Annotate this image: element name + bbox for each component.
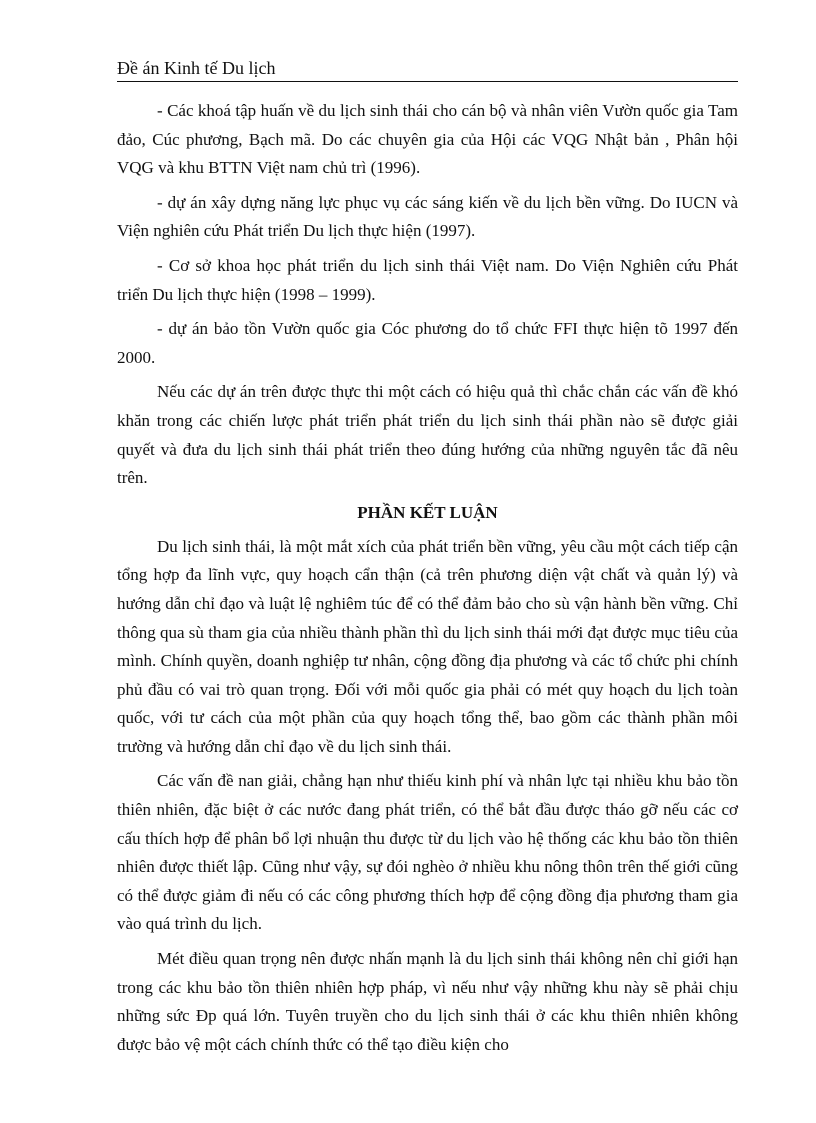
paragraph: Các vấn đề nan giải, chẳng hạn như thiếu kinh phí và nhân lực tại nhiều khu bảo tồn thiên nhiên, đặc biệt ở các nước đang phát triển, có thể bắt đầu được tháo gỡ nếu các cơ cấu thích hợp để phân bổ lợi nhuận thu được từ du lịch vào hệ thống các khu bảo tồn thiên nhiên được thiết lập. Cũng như vậy, sự đói nghèo ở nhiều khu nông thôn trên thế giới cũng có thể được giảm đi nếu có các công phương thích hợp để cộng đồng địa phương tham gia vào quá trình du lịch.	[117, 771, 738, 934]
paragraph: Du lịch sinh thái, là một mắt xích của phát triển bền vững, yêu cầu một cách tiếp cận tổng hợp đa lĩnh vực, quy hoạch cẩn thận (cả trên phương diện vật chất và quản lý) và hướng dẫn chỉ đạo và luật lệ nghiêm túc để có thể đảm bảo cho sù vận hành bền vững. Chỉ thông qua sù tham gia của nhiều thành phần thì du lịch sinh thái mới đạt được mục tiêu của mình. Chính quyền, doanh nghiệp tư nhân, cộng đồng địa phương và các tổ chức phi chính phủ đầu có vai trò quan trọng. Đối với mỗi quốc gia phải có mét quy hoạch du lịch toàn quốc, với tư cách của một phần của quy hoạch tổng thể, bao gồm các thành phần môi trường và hướng dẫn chỉ đạo về du lịch sinh thái.	[117, 536, 738, 756]
document-body	[117, 97, 738, 1065]
section-heading: PHẦN KẾT LUẬN	[357, 502, 498, 522]
paragraph: - Cơ sở khoa học phát triển du lịch sinh thái Việt nam. Do Viện Nghiên cứu Phát triển Du lịch thực hiện (1998 – 1999).	[117, 255, 738, 304]
page-header	[117, 56, 738, 82]
paragraph: Nếu các dự án trên được thực thi một cách có hiệu quả thì chắc chắn các vấn đề khó khăn trong các chiến lược phát triển phát triển du lịch sinh thái phần nào sẽ được giải quyết và đưa du lịch sinh thái phát triển theo đúng hướng của những nguyên tắc đã nêu trên.	[117, 382, 738, 488]
paragraph: - Các khoá tập huấn về du lịch sinh thái cho cán bộ và nhân viên Vườn quốc gia Tam đảo, Cúc phương, Bạch mã. Do các chuyên gia của Hội các VQG Nhật bản , Phân hội VQG và khu BTTN Việt nam chủ trì (1996).	[117, 101, 738, 178]
paragraph: Mét điều quan trọng nên được nhấn mạnh là du lịch sinh thái không nên chỉ giới hạn trong các khu bảo tồn thiên nhiên hợp pháp, vì nếu như vậy những khu này sẽ phải chịu những sức Ðp quá lớn. Tuyên truyền cho du lịch sinh thái ở các khu thiên nhiên không được bảo vệ một cách chính thức có thể tạo điều kiện cho	[117, 949, 738, 1054]
paragraph: - dự án xây dựng năng lực phục vụ các sáng kiến về du lịch bền vững. Do IUCN và Viện nghiên cứu Phát triển Du lịch thực hiện (1997).	[117, 192, 738, 241]
paragraph: - dự án bảo tồn Vườn quốc gia Cóc phương do tổ chức FFI thực hiện tõ 1997 đến 2000.	[117, 319, 738, 367]
document-title: Đề án Kinh tế Du lịch	[117, 58, 276, 78]
